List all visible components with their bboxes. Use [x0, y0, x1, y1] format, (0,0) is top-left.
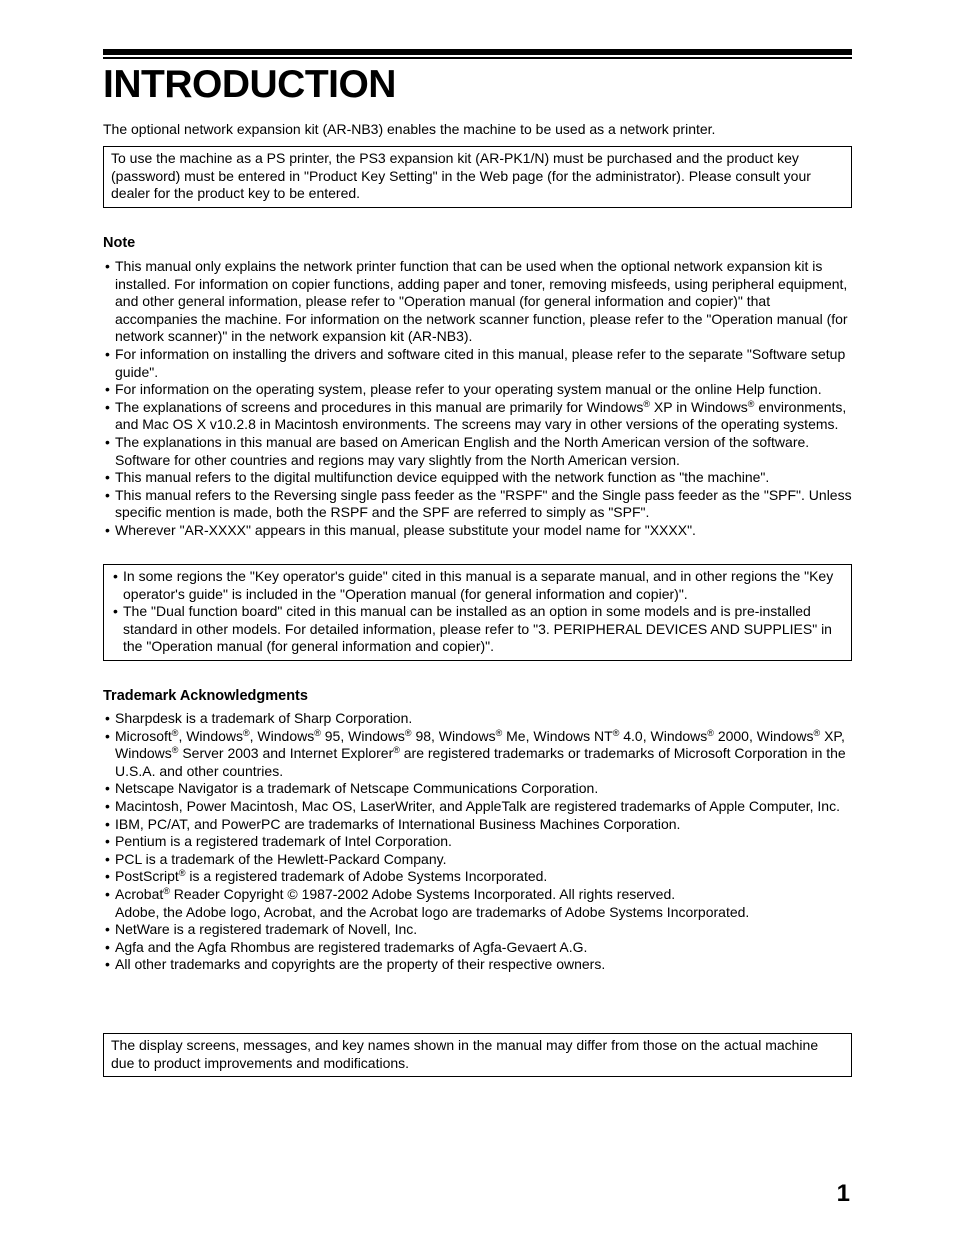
header-rule-thick: [103, 49, 852, 55]
note-heading: Note: [103, 235, 136, 251]
trademarks-heading: Trademark Acknowledgments: [103, 688, 308, 704]
display-disclaimer-box: [103, 1033, 852, 1077]
note-item: • This manual refers to the digital multifunction device equipped with the network function as "the machine".: [103, 469, 855, 487]
header-rule-thin: [103, 57, 852, 59]
trademark-item: • IBM, PC/AT, and PowerPC are trademarks of International Business Machines Corporation.: [103, 816, 855, 834]
trademarks-list: [103, 710, 855, 974]
trademark-item: • Microsoft®, Windows®, Windows® 95, Windows® 98, Windows® Me, Windows NT® 4.0, Windows® 2000, Windows® XP, Windows® Server 2003 and Internet Explorer® are registered trademarks or trademarks of Microsoft Corporation in the U.S.A. and other countries.: [103, 728, 855, 781]
regional-notice-item: • In some regions the "Key operator's guide" cited in this manual is a separate manual, and in other regions the "Key operator's guide" is included in the "Operation manual (for general information and copier)".: [111, 568, 843, 603]
note-item: • This manual refers to the Reversing single pass feeder as the "RSPF" and the Single pass feeder as the "SPF". Unless specific mention is made, both the RSPF and the SPF are referred to simply as "SPF".: [103, 487, 855, 522]
note-item: • For information on installing the drivers and software cited in this manual, please refer to the separate "Software setup guide".: [103, 346, 855, 381]
trademark-item: • Acrobat® Reader Copyright © 1987-2002 Adobe Systems Incorporated. All rights reserved. Adobe, the Adobe logo, Acrobat, and the Acrobat logo are trademarks of Adobe Systems Incorporated.: [103, 886, 855, 921]
intro-paragraph: The optional network expansion kit (AR-NB3) enables the machine to be used as a network printer.: [103, 121, 716, 137]
regional-notice-list: [111, 568, 843, 656]
note-item: • The explanations of screens and procedures in this manual are primarily for Windows® XP in Windows® environments, and Mac OS X v10.2.8 in Macintosh environments. The screens may vary in other versions of the operating systems.: [103, 399, 855, 434]
trademark-item: • PCL is a trademark of the Hewlett-Packard Company.: [103, 851, 855, 869]
trademark-item: • NetWare is a registered trademark of Novell, Inc.: [103, 921, 855, 939]
note-item: • For information on the operating system, please refer to your operating system manual or the online Help function.: [103, 381, 855, 399]
trademark-item: • Netscape Navigator is a trademark of Netscape Communications Corporation.: [103, 780, 855, 798]
trademark-item: • Macintosh, Power Macintosh, Mac OS, LaserWriter, and AppleTalk are registered trademarks of Apple Computer, Inc.: [103, 798, 855, 816]
regional-notice-item: • The "Dual function board" cited in this manual can be installed as an option in some models and is pre-installed standard in other models. For detailed information, please refer to "3. PERIPHERAL DEVICES AND SUPPLIES" in the "Operation manual (for general information and copier)".: [111, 603, 843, 656]
trademark-item: • Sharpdesk is a trademark of Sharp Corporation.: [103, 710, 855, 728]
ps-printer-notice-box: [103, 146, 852, 208]
note-item: • This manual only explains the network printer function that can be used when the optional network expansion kit is installed. For information on copier functions, adding paper and toner, removing misfeeds, using peripheral equipment, and other general information, please refer to "Operation manual (for general information and copier)" that accompanies the machine. For information on the network scanner function, please refer to the "Operation manual (for network scanner)" in the network expansion kit (AR-NB3).: [103, 258, 855, 346]
note-item: • The explanations in this manual are based on American English and the North American version of the software. Software for other countries and regions may vary slightly from the North American version.: [103, 434, 855, 469]
trademark-item: • PostScript® is a registered trademark of Adobe Systems Incorporated.: [103, 868, 855, 886]
page-number: 1: [836, 1180, 850, 1207]
trademark-item: • Pentium is a registered trademark of Intel Corporation.: [103, 833, 855, 851]
page-title: INTRODUCTION: [103, 63, 396, 106]
regional-notice-box: [103, 564, 852, 661]
note-list: [103, 258, 855, 540]
trademark-item: • All other trademarks and copyrights are the property of their respective owners.: [103, 956, 855, 974]
trademark-item: • Agfa and the Agfa Rhombus are registered trademarks of Agfa-Gevaert A.G.: [103, 939, 855, 957]
display-disclaimer-text: The display screens, messages, and key names shown in the manual may differ from those on the actual machine due to product improvements and modifications.: [111, 1037, 819, 1071]
note-item: • Wherever "AR-XXXX" appears in this manual, please substitute your model name for "XXXX".: [103, 522, 855, 540]
ps-printer-notice-text: To use the machine as a PS printer, the PS3 expansion kit (AR-PK1/N) must be purchased and the product key (password) must be entered in "Product Key Setting" in the Web page (for the administrator). Please consult your dealer for the product key to be entered.: [111, 150, 811, 202]
